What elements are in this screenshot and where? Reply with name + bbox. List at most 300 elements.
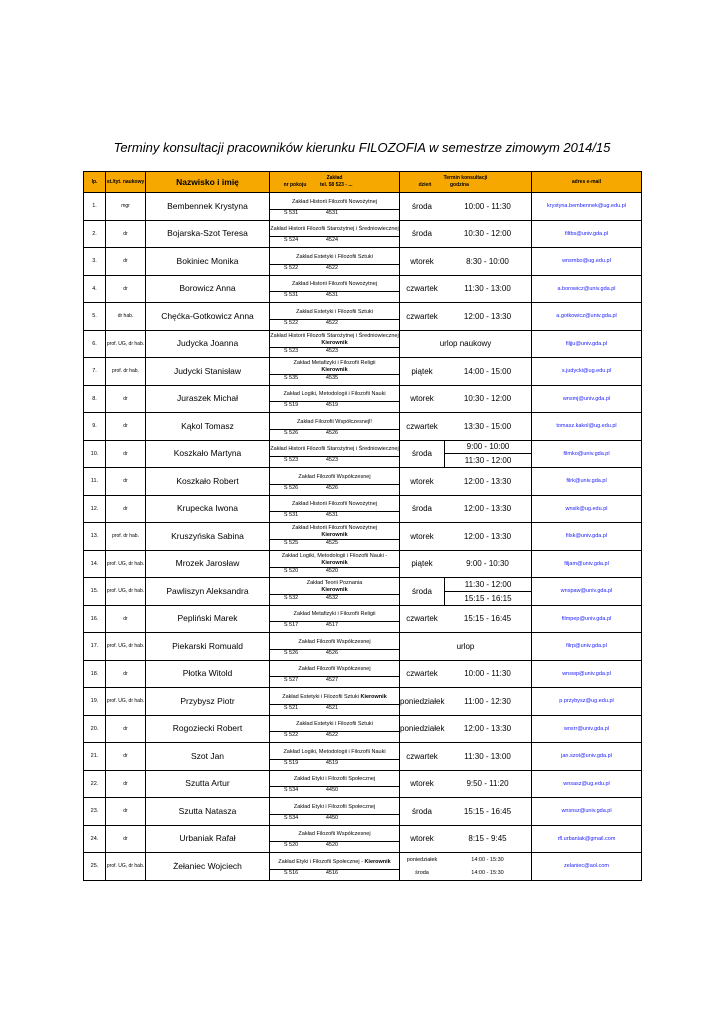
zaklad-name: Zakład Filozofii Współczesnejl! — [270, 416, 399, 430]
phone-ext: 4535 — [325, 375, 339, 382]
row-zaklad — [270, 385, 400, 413]
zaklad-name: Zakład Estetyki i Filozofii Sztuki — [270, 251, 399, 265]
phone-ext: 4521 — [325, 704, 339, 711]
kierownik-label: Kierownik — [321, 367, 348, 374]
row-title: dr — [106, 413, 146, 441]
term-hours: 14:00 - 15:00 — [463, 366, 512, 376]
row-name: Urbaniak Rafał — [146, 825, 270, 853]
term-day: czwartek — [406, 284, 438, 294]
term-hours: 15:15 - 16:45 — [463, 806, 512, 816]
table-row — [84, 440, 642, 468]
room-number: S 524 — [283, 237, 299, 244]
row-zaklad — [270, 248, 400, 276]
room-number: S 520 — [283, 567, 299, 574]
row-name: Koszkało Martyna — [146, 440, 270, 468]
row-zaklad — [270, 495, 400, 523]
row-name: Chęćka-Gotkowicz Anna — [146, 303, 270, 331]
row-lp: 13. — [84, 523, 106, 551]
term-day: piątek — [411, 559, 433, 569]
term-hours: 9:50 - 11:20 — [466, 779, 509, 789]
row-termin — [400, 798, 532, 826]
row-title: dr — [106, 715, 146, 743]
term-day: środa — [411, 806, 432, 816]
table-row — [84, 220, 642, 248]
row-lp: 7. — [84, 358, 106, 386]
room-number: S 525 — [283, 540, 299, 547]
term-hours: 14:00 - 15:30 — [471, 856, 504, 863]
term-day: piątek — [411, 366, 433, 376]
row-lp: 9. — [84, 413, 106, 441]
email-link[interactable]: wnsnsz@univ.gda.pl — [532, 798, 642, 826]
row-zaklad — [270, 303, 400, 331]
zaklad-name: Zakład Filozofii Współczesnej — [270, 471, 399, 485]
table-row — [84, 248, 642, 276]
row-name: Krupecka Iwona — [146, 495, 270, 523]
phone-ext: 4523 — [325, 457, 339, 464]
phone-ext: 4531 — [325, 292, 339, 299]
table-row — [84, 550, 642, 578]
header-pokoj: nr pokoju — [283, 182, 307, 188]
table-row — [84, 743, 642, 771]
email-link[interactable]: s.judycki@ug.edu.pl — [532, 358, 642, 386]
kierownik-label: Kierownik — [321, 339, 348, 346]
row-lp: 15. — [84, 578, 106, 606]
table-row — [84, 798, 642, 826]
header-st: st./tyt. naukowy — [106, 172, 146, 193]
row-lp: 10. — [84, 440, 106, 468]
row-title: dr — [106, 798, 146, 826]
term-hours: 15:15 - 16:45 — [463, 614, 512, 624]
term-hours: 10:30 - 12:00 — [463, 394, 512, 404]
row-lp: 16. — [84, 605, 106, 633]
zaklad-name: Zakład Historii Filozofii Starożytnej i Średniowiecznej Kierownik — [270, 332, 399, 346]
room-number: S 535 — [283, 375, 299, 382]
phone-ext: 4522 — [325, 319, 339, 326]
header-godzina: godzina — [450, 182, 469, 188]
term-day: czwartek — [406, 311, 438, 321]
row-name: Mrozek Jarosław — [146, 550, 270, 578]
row-zaklad — [270, 220, 400, 248]
row-name: Pepliński Marek — [146, 605, 270, 633]
row-title: dr hab. — [106, 303, 146, 331]
table-row — [84, 605, 642, 633]
email-link[interactable]: filrp@univ.gda.pl — [532, 633, 642, 661]
zaklad-name: Zakład Metafizyki i Filozofii Religii Kierownik — [270, 360, 399, 375]
row-termin — [400, 605, 532, 633]
term-day: poniedziałek — [400, 696, 445, 706]
header-termin-title: Termin konsultacji — [443, 175, 488, 181]
row-name: Bembennek Krystyna — [146, 193, 270, 221]
zaklad-name: Zakład Historii Filozofii Nowożytnej — [270, 278, 399, 292]
table-row — [84, 275, 642, 303]
phone-ext: 4519 — [325, 759, 339, 766]
row-title: dr — [106, 660, 146, 688]
kierownik-label: Kierownik — [364, 858, 391, 865]
term-day: poniedziałek — [400, 724, 445, 734]
row-zaklad — [270, 440, 400, 468]
room-number: S 522 — [283, 264, 299, 271]
row-termin — [400, 303, 532, 331]
zaklad-name: Zakład Historii Filozofii Nowożytnej — [270, 196, 399, 210]
term-day: czwartek — [406, 614, 438, 624]
kierownik-label: Kierownik — [321, 532, 348, 539]
table-row — [84, 330, 642, 358]
term-day: środa — [411, 586, 432, 596]
row-name: Szutta Artur — [146, 770, 270, 798]
row-title: dr — [106, 495, 146, 523]
row-zaklad — [270, 770, 400, 798]
row-title: dr — [106, 275, 146, 303]
zaklad-name: Zakład Metafizyki i Filozofii Religii — [270, 608, 399, 622]
row-zaklad — [270, 523, 400, 551]
table-row — [84, 633, 642, 661]
row-lp: 5. — [84, 303, 106, 331]
zaklad-name: Zakład Teorii Poznania Kierownik — [270, 580, 399, 595]
email-link[interactable]: filrk@univ.gda.pl — [532, 468, 642, 496]
row-name: Borowicz Anna — [146, 275, 270, 303]
row-name: Pawliszyn Aleksandra — [146, 578, 270, 606]
row-termin — [400, 550, 532, 578]
zaklad-name: Zakład Etyki i Filozofii Społecznej — [270, 801, 399, 815]
row-termin — [400, 578, 532, 606]
email-link[interactable]: filmpep@univ.gda.pl — [532, 605, 642, 633]
row-name: Koszkało Robert — [146, 468, 270, 496]
term-hours: 12:00 - 13:30 — [463, 311, 512, 321]
row-termin — [400, 853, 532, 881]
term-hours: 8:15 - 9:45 — [468, 834, 507, 844]
phone-ext: 4522 — [325, 732, 339, 739]
table-row — [84, 495, 642, 523]
zaklad-name: Zakład Filozofii Współczesnej — [270, 828, 399, 842]
email-link[interactable]: wnswp@univ.gda.pl — [532, 660, 642, 688]
row-lp: 20. — [84, 715, 106, 743]
row-lp: 1. — [84, 193, 106, 221]
table-row — [84, 413, 642, 441]
row-zaklad — [270, 853, 400, 881]
row-termin — [400, 440, 532, 468]
term-hours: 9:00 - 10:00 — [444, 441, 531, 454]
kierownik-label: Kierownik — [321, 559, 348, 566]
row-title: dr — [106, 770, 146, 798]
header-dzien: dzień — [418, 182, 432, 188]
header-lp: lp. — [84, 172, 106, 193]
table-row — [84, 578, 642, 606]
row-lp: 22. — [84, 770, 106, 798]
zaklad-name: Zakład Etyki i Filozofii Społecznej - Kierownik — [270, 856, 399, 870]
row-title: dr — [106, 440, 146, 468]
room-number: S 534 — [283, 814, 299, 821]
term-hours: 8:30 - 10:00 — [466, 256, 509, 266]
room-number: S 517 — [283, 622, 299, 629]
term-hours: 12:00 - 13:30 — [463, 504, 512, 514]
table-header — [84, 172, 642, 193]
row-termin — [400, 825, 532, 853]
row-zaklad — [270, 633, 400, 661]
room-number: S 531 — [283, 209, 299, 216]
phone-ext: 4517 — [325, 622, 339, 629]
room-number: S 532 — [283, 595, 299, 602]
row-lp: 14. — [84, 550, 106, 578]
row-zaklad — [270, 825, 400, 853]
term-day: czwartek — [406, 751, 438, 761]
row-title: prof. UG, dr hab. — [106, 550, 146, 578]
phone-ext: 4522 — [325, 264, 339, 271]
row-zaklad — [270, 413, 400, 441]
table-row — [84, 385, 642, 413]
email-link[interactable]: wnsasz@ug.edu.pl — [532, 770, 642, 798]
zaklad-name: Zakład Filozofii Współczesnej — [270, 636, 399, 650]
term-hours: 11:30 - 13:00 — [464, 751, 511, 761]
row-name: Przybysz Piotr — [146, 688, 270, 716]
phone-ext: 4520 — [325, 567, 339, 574]
email-link[interactable]: filjju@univ.gda.pl — [532, 330, 642, 358]
row-title: dr — [106, 605, 146, 633]
row-termin — [400, 660, 532, 688]
row-name: Żełaniec Wojciech — [146, 853, 270, 881]
email-link[interactable]: wnsrr@univ.gda.pl — [532, 715, 642, 743]
row-zaklad — [270, 468, 400, 496]
email-link[interactable]: jan.szot@univ.gda.pl — [532, 743, 642, 771]
term-day: wtorek — [410, 834, 434, 844]
term-hours: 12:00 - 13:30 — [463, 724, 512, 734]
row-termin — [400, 495, 532, 523]
row-lp: 12. — [84, 495, 106, 523]
header-zaklad — [270, 172, 400, 193]
room-number: S 519 — [283, 402, 299, 409]
room-number: S 534 — [283, 787, 299, 794]
row-termin — [400, 275, 532, 303]
zaklad-name: Zakład Estetyki i Filozofii Sztuki — [270, 306, 399, 320]
row-name: Szot Jan — [146, 743, 270, 771]
phone-ext: 4532 — [325, 595, 339, 602]
term-day: wtorek — [410, 256, 434, 266]
email-link[interactable]: wnsik@ug.edu.pl — [532, 495, 642, 523]
phone-ext: 4523 — [325, 347, 339, 354]
row-name: Bojarska-Szot Teresa — [146, 220, 270, 248]
term-day: czwartek — [406, 421, 438, 431]
email-link[interactable]: p.przybysz@ug.edu.pl — [532, 688, 642, 716]
room-number: S 522 — [283, 319, 299, 326]
row-termin — [400, 193, 532, 221]
row-termin — [400, 688, 532, 716]
term-day: środa — [411, 201, 432, 211]
row-zaklad — [270, 660, 400, 688]
row-zaklad — [270, 330, 400, 358]
email-link[interactable]: a.gotkowicz@univ.gda.pl — [532, 303, 642, 331]
row-name: Rogoziecki Robert — [146, 715, 270, 743]
phone-ext: 4519 — [325, 402, 339, 409]
row-termin — [400, 330, 532, 358]
phone-ext: 4450 — [325, 787, 339, 794]
row-lp: 18. — [84, 660, 106, 688]
row-name: Piekarski Romuald — [146, 633, 270, 661]
row-title: prof. UG, dr hab. — [106, 853, 146, 881]
row-title: dr — [106, 468, 146, 496]
row-zaklad — [270, 578, 400, 606]
row-termin — [400, 715, 532, 743]
term-note: urlop naukowy — [439, 339, 492, 349]
term-day: środa — [411, 504, 432, 514]
row-lp: 11. — [84, 468, 106, 496]
row-name: Kruszyńska Sabina — [146, 523, 270, 551]
row-termin — [400, 413, 532, 441]
row-name: Szutta Natasza — [146, 798, 270, 826]
term-day: czwartek — [406, 669, 438, 679]
room-number: S 516 — [283, 869, 299, 876]
email-link[interactable]: zelaniec@aol.com — [532, 853, 642, 881]
consultation-table — [83, 171, 642, 881]
email-link[interactable]: filjam@univ.gda.pl — [532, 550, 642, 578]
term-hours: 9:00 - 10:30 — [466, 559, 509, 569]
room-number: S 523 — [283, 347, 299, 354]
table-row — [84, 715, 642, 743]
phone-ext: 4524 — [325, 237, 339, 244]
row-lp: 17. — [84, 633, 106, 661]
email-link[interactable]: a.borowicz@univ.gda.pl — [532, 275, 642, 303]
row-title: prof. UG, dr hab. — [106, 633, 146, 661]
row-title: dr — [106, 385, 146, 413]
term-note: urlop — [456, 641, 475, 651]
term-hours: 11:30 - 12:00 — [444, 578, 531, 591]
row-termin — [400, 770, 532, 798]
phone-ext: 4525 — [325, 540, 339, 547]
table-row — [84, 303, 642, 331]
row-zaklad — [270, 688, 400, 716]
term-day: środa — [411, 229, 432, 239]
email-link[interactable]: rfl.urbaniak@gmail.com — [532, 825, 642, 853]
row-lp: 25. — [84, 853, 106, 881]
term-day: wtorek — [410, 394, 434, 404]
row-title: prof. UG, dr hab. — [106, 688, 146, 716]
row-name: Judycka Joanna — [146, 330, 270, 358]
term-hours: 10:00 - 11:30 — [464, 669, 511, 679]
row-lp: 8. — [84, 385, 106, 413]
phone-ext: 4526 — [325, 484, 339, 491]
row-lp: 3. — [84, 248, 106, 276]
term-hours: 12:00 - 13:30 — [463, 531, 512, 541]
zaklad-name: Zakład Historii Filozofii Nowożytnej — [270, 498, 399, 512]
header-name: Nazwisko i imię — [146, 172, 270, 193]
table-row — [84, 523, 642, 551]
row-zaklad — [270, 743, 400, 771]
room-number: S 526 — [283, 649, 299, 656]
row-name: Bokiniec Monika — [146, 248, 270, 276]
row-zaklad — [270, 193, 400, 221]
row-name: Kąkol Tomasz — [146, 413, 270, 441]
row-zaklad — [270, 358, 400, 386]
kierownik-label: Kierownik — [321, 587, 348, 594]
room-number: S 526 — [283, 429, 299, 436]
zaklad-name: Zakład Historii Filozofii Nowożytnej Kierownik — [270, 525, 399, 540]
row-title: dr — [106, 220, 146, 248]
zaklad-name: Zakład Logiki, Metodologii i Filozofii Nauki - Kierownik — [270, 553, 399, 568]
room-number: S 531 — [283, 512, 299, 519]
term-day: środa — [411, 449, 432, 459]
term-day: wtorek — [410, 531, 434, 541]
email-link[interactable]: wnsmj@univ.gda.pl — [532, 385, 642, 413]
table-row — [84, 853, 642, 881]
term-day: wtorek — [410, 476, 434, 486]
row-title: prof. UG, dr hab. — [106, 330, 146, 358]
row-termin — [400, 248, 532, 276]
row-title: prof. dr hab. — [106, 523, 146, 551]
row-name: Juraszek Michał — [146, 385, 270, 413]
row-termin — [400, 633, 532, 661]
row-lp: 6. — [84, 330, 106, 358]
row-title: dr — [106, 248, 146, 276]
row-title: dr — [106, 743, 146, 771]
room-number: S 520 — [283, 842, 299, 849]
zaklad-name: Zakład Logiki, Metodologii i Filozofii Nauki — [270, 388, 399, 402]
header-zaklad-title: Zakład — [326, 175, 343, 181]
phone-ext: 4531 — [325, 209, 339, 216]
row-lp: 24. — [84, 825, 106, 853]
row-zaklad — [270, 605, 400, 633]
term-hours-2: 15:15 - 16:15 — [444, 591, 531, 605]
phone-ext: 4531 — [325, 512, 339, 519]
row-zaklad — [270, 715, 400, 743]
phone-ext: 4526 — [325, 649, 339, 656]
row-termin — [400, 523, 532, 551]
row-name: Płotka Witold — [146, 660, 270, 688]
term-hours: 12:00 - 13:30 — [463, 476, 512, 486]
row-termin — [400, 468, 532, 496]
room-number: S 523 — [283, 457, 299, 464]
row-termin — [400, 358, 532, 386]
row-termin — [400, 385, 532, 413]
room-number: S 527 — [283, 677, 299, 684]
row-zaklad — [270, 798, 400, 826]
table-row — [84, 358, 642, 386]
term-hours: 13:30 - 15:00 — [463, 421, 512, 431]
phone-ext: 4450 — [325, 814, 339, 821]
room-number: S 531 — [283, 292, 299, 299]
row-title: dr — [106, 825, 146, 853]
term-hours-2: 11:30 - 12:00 — [444, 453, 531, 467]
email-link[interactable]: filtbs@univ.gda.pl — [532, 220, 642, 248]
row-lp: 21. — [84, 743, 106, 771]
room-number: S 519 — [283, 759, 299, 766]
email-link[interactable]: tomasz.kakol@ug.edu.pl — [532, 413, 642, 441]
zaklad-name: Zakład Filozofii Współczesnej — [270, 663, 399, 677]
email-link[interactable]: wnsmbo@ug.edu.pl — [532, 248, 642, 276]
zaklad-name: Zakład Estetyki i Filozofii Sztuki Kierownik — [270, 691, 399, 705]
phone-ext: 4520 — [325, 842, 339, 849]
header-termin — [400, 172, 532, 193]
row-title: mgr — [106, 193, 146, 221]
email-link[interactable]: wnspaw@univ.gda.pl — [532, 578, 642, 606]
room-number: S 526 — [283, 484, 299, 491]
email-link[interactable]: krystyna.bembennek@ug.edu.pl — [532, 193, 642, 221]
zaklad-name: Zakład Estetyki i Filozofii Sztuki — [270, 718, 399, 732]
row-lp: 2. — [84, 220, 106, 248]
zaklad-name: Zakład Etyki i Filozofii Społecznej — [270, 773, 399, 787]
row-name: Judycki Stanisław — [146, 358, 270, 386]
term-day: środa — [415, 869, 429, 876]
email-link[interactable]: filmko@univ.gda.pl — [532, 440, 642, 468]
term-day: poniedziałek — [406, 856, 438, 863]
email-link[interactable]: filsk@univ.gda.pl — [532, 523, 642, 551]
zaklad-name: Zakład Historii Filozofii Starożytnej i Średniowiecznej — [270, 443, 399, 457]
row-zaklad — [270, 550, 400, 578]
term-hours: 11:30 - 13:00 — [464, 284, 511, 294]
table-row — [84, 193, 642, 221]
row-zaklad — [270, 275, 400, 303]
phone-ext: 4527 — [325, 677, 339, 684]
row-termin — [400, 220, 532, 248]
term-hours: 10:00 - 11:30 — [464, 201, 511, 211]
row-lp: 4. — [84, 275, 106, 303]
